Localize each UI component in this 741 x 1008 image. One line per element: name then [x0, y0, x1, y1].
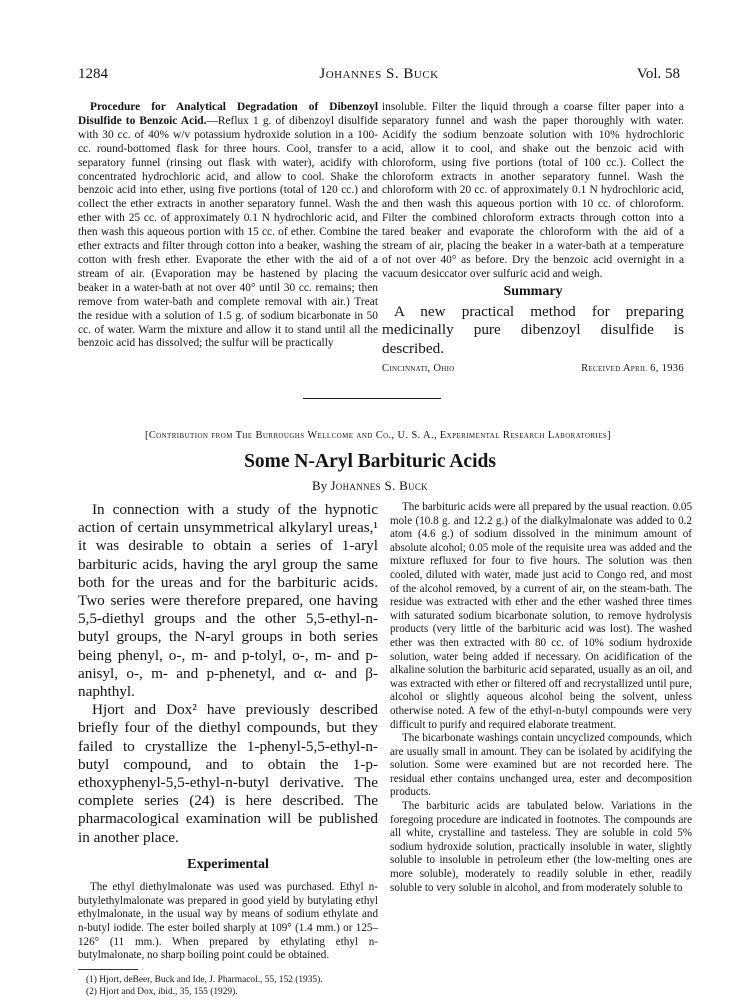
lower-left-column [78, 501, 378, 998]
method-paragraph: The barbituric acids were all prepared by the usual reaction. 0.05 mole (10.8 g. and 12.2 g.) of the dialkylmalonate was added to 0.2 atom (4.6 g.) of sodium dissolved in the minimum amount of absolute alcohol; 0.05 mole of the requisite urea was added and the mixture refluxed for four to five hours. The solution was then cooled, diluted with water, made just acid to Congo red, and most of the alcohol removed, by a current of air, on the steam-bath. The residue was extracted with ether and the ether washed three times with saturated sodium bicarbonate solution, to remove hydrolysis products (very little of the barbituric acid was lost). The washed ether was then extracted with 80 cc. of 10% sodium hydroxide solution, water being added if necessary. On acidification of the alkaline solution the barbituric acid separated, usually as an oil, and was extracted with ether or filtered off and recrystallized until pure, alcohol or slightly aqueous alcohol being the solvent, unless otherwise noted. A few of the ethyl-n-butyl compounds were very difficult to purify and required elaborate treatment. [390, 501, 692, 731]
volume-label: Vol. 58 [636, 66, 680, 82]
author-name: Johannes S. Buck [330, 478, 428, 493]
received-date: Received April 6, 1936 [581, 363, 684, 375]
experimental-paragraph: The ethyl diethylmalonate was used was purchased. Ethyl n-butylethylmalonate was prepared in good yield by butylating ethyl ethylmalonate, in the usual way by means of sodium ethylate and n-butyl iodide. The ester boiled sharply at 109° (1.4 mm.) or 125–126° (11 mm.). When prepared by ethylating ethyl n-butylmalonate, no sharp boiling point could be obtained. [78, 880, 378, 962]
procedure-continuation: insoluble. Filter the liquid through a coarse filter paper into a separatory funnel and wash the paper thoroughly with water. Acidify the sodium benzoate solution with 10% hydrochloric acid, allow it to cool, and shake out the benzoic acid with chloroform, using five portions (total of 100 cc.). Collect the chloroform extracts in another separatory funnel. Wash the chloroform with 20 cc. of approximately 0.1 N hydrochloric acid, and then wash this aqueous portion with 10 cc. of chloroform. Filter the combined chloroform extracts through cotton into a tared beaker and evaporate the chloroform with the aid of a stream of air, placing the beaker in a water-bath at a temperature of not over 40° as before. Dry the benzoic acid overnight in a vacuum desiccator over sulfuric acid and weigh. [382, 101, 684, 280]
lower-right-column [390, 501, 692, 895]
page-number: 1284 [78, 66, 108, 82]
procedure-text: —Reflux 1 g. of dibenzoyl disulfide with 30 cc. of 40% w/v potassium hydroxide solution in a 100-cc. round-bottomed flask for three hours. Cool, transfer to a separatory funnel (rinsing out flask with water), acidify with concentrated hydrochloric acid, and allow to cool. Shake the benzoic acid into ether, using five portions (total of 120 cc.) and collect the ether extracts in another separatory funnel. Wash the ether with 25 cc. of approximately 0.1 N hydrochloric acid, and then wash this aqueous portion with 15 cc. of ether. Combine the ether extracts and filter through cotton into a beaker, washing the cotton with fresh ether. Evaporate the ether with the aid of a stream of air. (Evaporation may be hastened by placing the beaker in a water-bath at not over 40° until 30 cc. remains; then remove from water-bath and complete removal with air.) Treat the residue with a solution of 1.5 g. of sodium bicarbonate in 50 cc. of water. Warm the mixture and allow it to stand until all the benzoic acid has dissolved; the sulfur will be practically [78, 114, 378, 350]
intro-paragraph-1: In connection with a study of the hypnotic action of certain unsymmetrical alkylaryl ureas,¹ it was desirable to obtain a series of 1-aryl barbituric acids, having the aryl group the same both for the ureas and for the barbituric acids. Two series were therefore prepared, one having 5,5-diethyl groups and the other 5,5-ethyl-n-butyl groups, the N-aryl groups in both series being phenyl, o-, m- and p-tolyl, o-, m- and p-anisyl, o-, m- and p-phenetyl, and α- and β-naphthyl. [78, 501, 378, 701]
footnote-2: (2) Hjort and Dox, ibid., 35, 155 (1929). [86, 987, 238, 998]
running-header [78, 66, 680, 86]
place-label: Cincinnati, Ohio [382, 363, 455, 375]
section-divider [303, 398, 441, 399]
article-title: Some N-Aryl Barbituric Acids [244, 451, 496, 472]
properties-paragraph: The barbituric acids are tabulated below. Variations in the foregoing procedure are indicated in footnotes. The compounds are all white, crystalline and tasteless. They are soluble in cold 5% sodium hydroxide solution, practically insoluble in water, slightly soluble to insoluble in petroleum ether (the low-melting ones are more soluble), moderately to readily soluble in ether, readily soluble to very soluble in alcohol, and from moderately soluble to [390, 800, 692, 894]
byline [60, 478, 680, 494]
footnote-rule [78, 969, 138, 970]
byline-by: By [312, 478, 328, 493]
procedure-heading: Procedure for Analytical Degradation of Dibenzoyl Disulfide to Benzoic Acid. [78, 101, 378, 127]
summary-text: A new practical method for preparing medicinally pure dibenzoyl disulfide is described. [382, 302, 684, 357]
procedure-paragraph [78, 101, 378, 351]
contribution-line: [Contribution from The Burroughs Wellcome and Co., U. S. A., Experimental Research Laboratories] [144, 430, 612, 441]
summary-heading: Summary [503, 283, 563, 299]
running-title: Johannes S. Buck [319, 66, 439, 82]
signature-line [382, 362, 684, 376]
footnote-1: (1) Hjort, deBeer, Buck and Ide, J. Pharmacol., 55, 152 (1935). [86, 975, 323, 986]
bicarbonate-paragraph: The bicarbonate washings contain uncyclized compounds, which are usually small in amount. They can be isolated by acidifying the solution. Some were examined but are not recorded here. The residual ether contains unchanged urea, ester and decomposition products. [390, 732, 692, 799]
intro-paragraph-2: Hjort and Dox² have previously described briefly four of the diethyl compounds, but they failed to crystallize the 1-phenyl-5,5-ethyl-n-butyl compound, and to obtain the 1-p-ethoxyphenyl-5,5-ethyl-n-butyl derivative. The complete series (24) is here described. The pharmacological examination will be published in another place. [78, 701, 378, 846]
top-right-column [382, 101, 684, 376]
experimental-heading: Experimental [187, 856, 269, 872]
top-left-column [78, 101, 378, 351]
